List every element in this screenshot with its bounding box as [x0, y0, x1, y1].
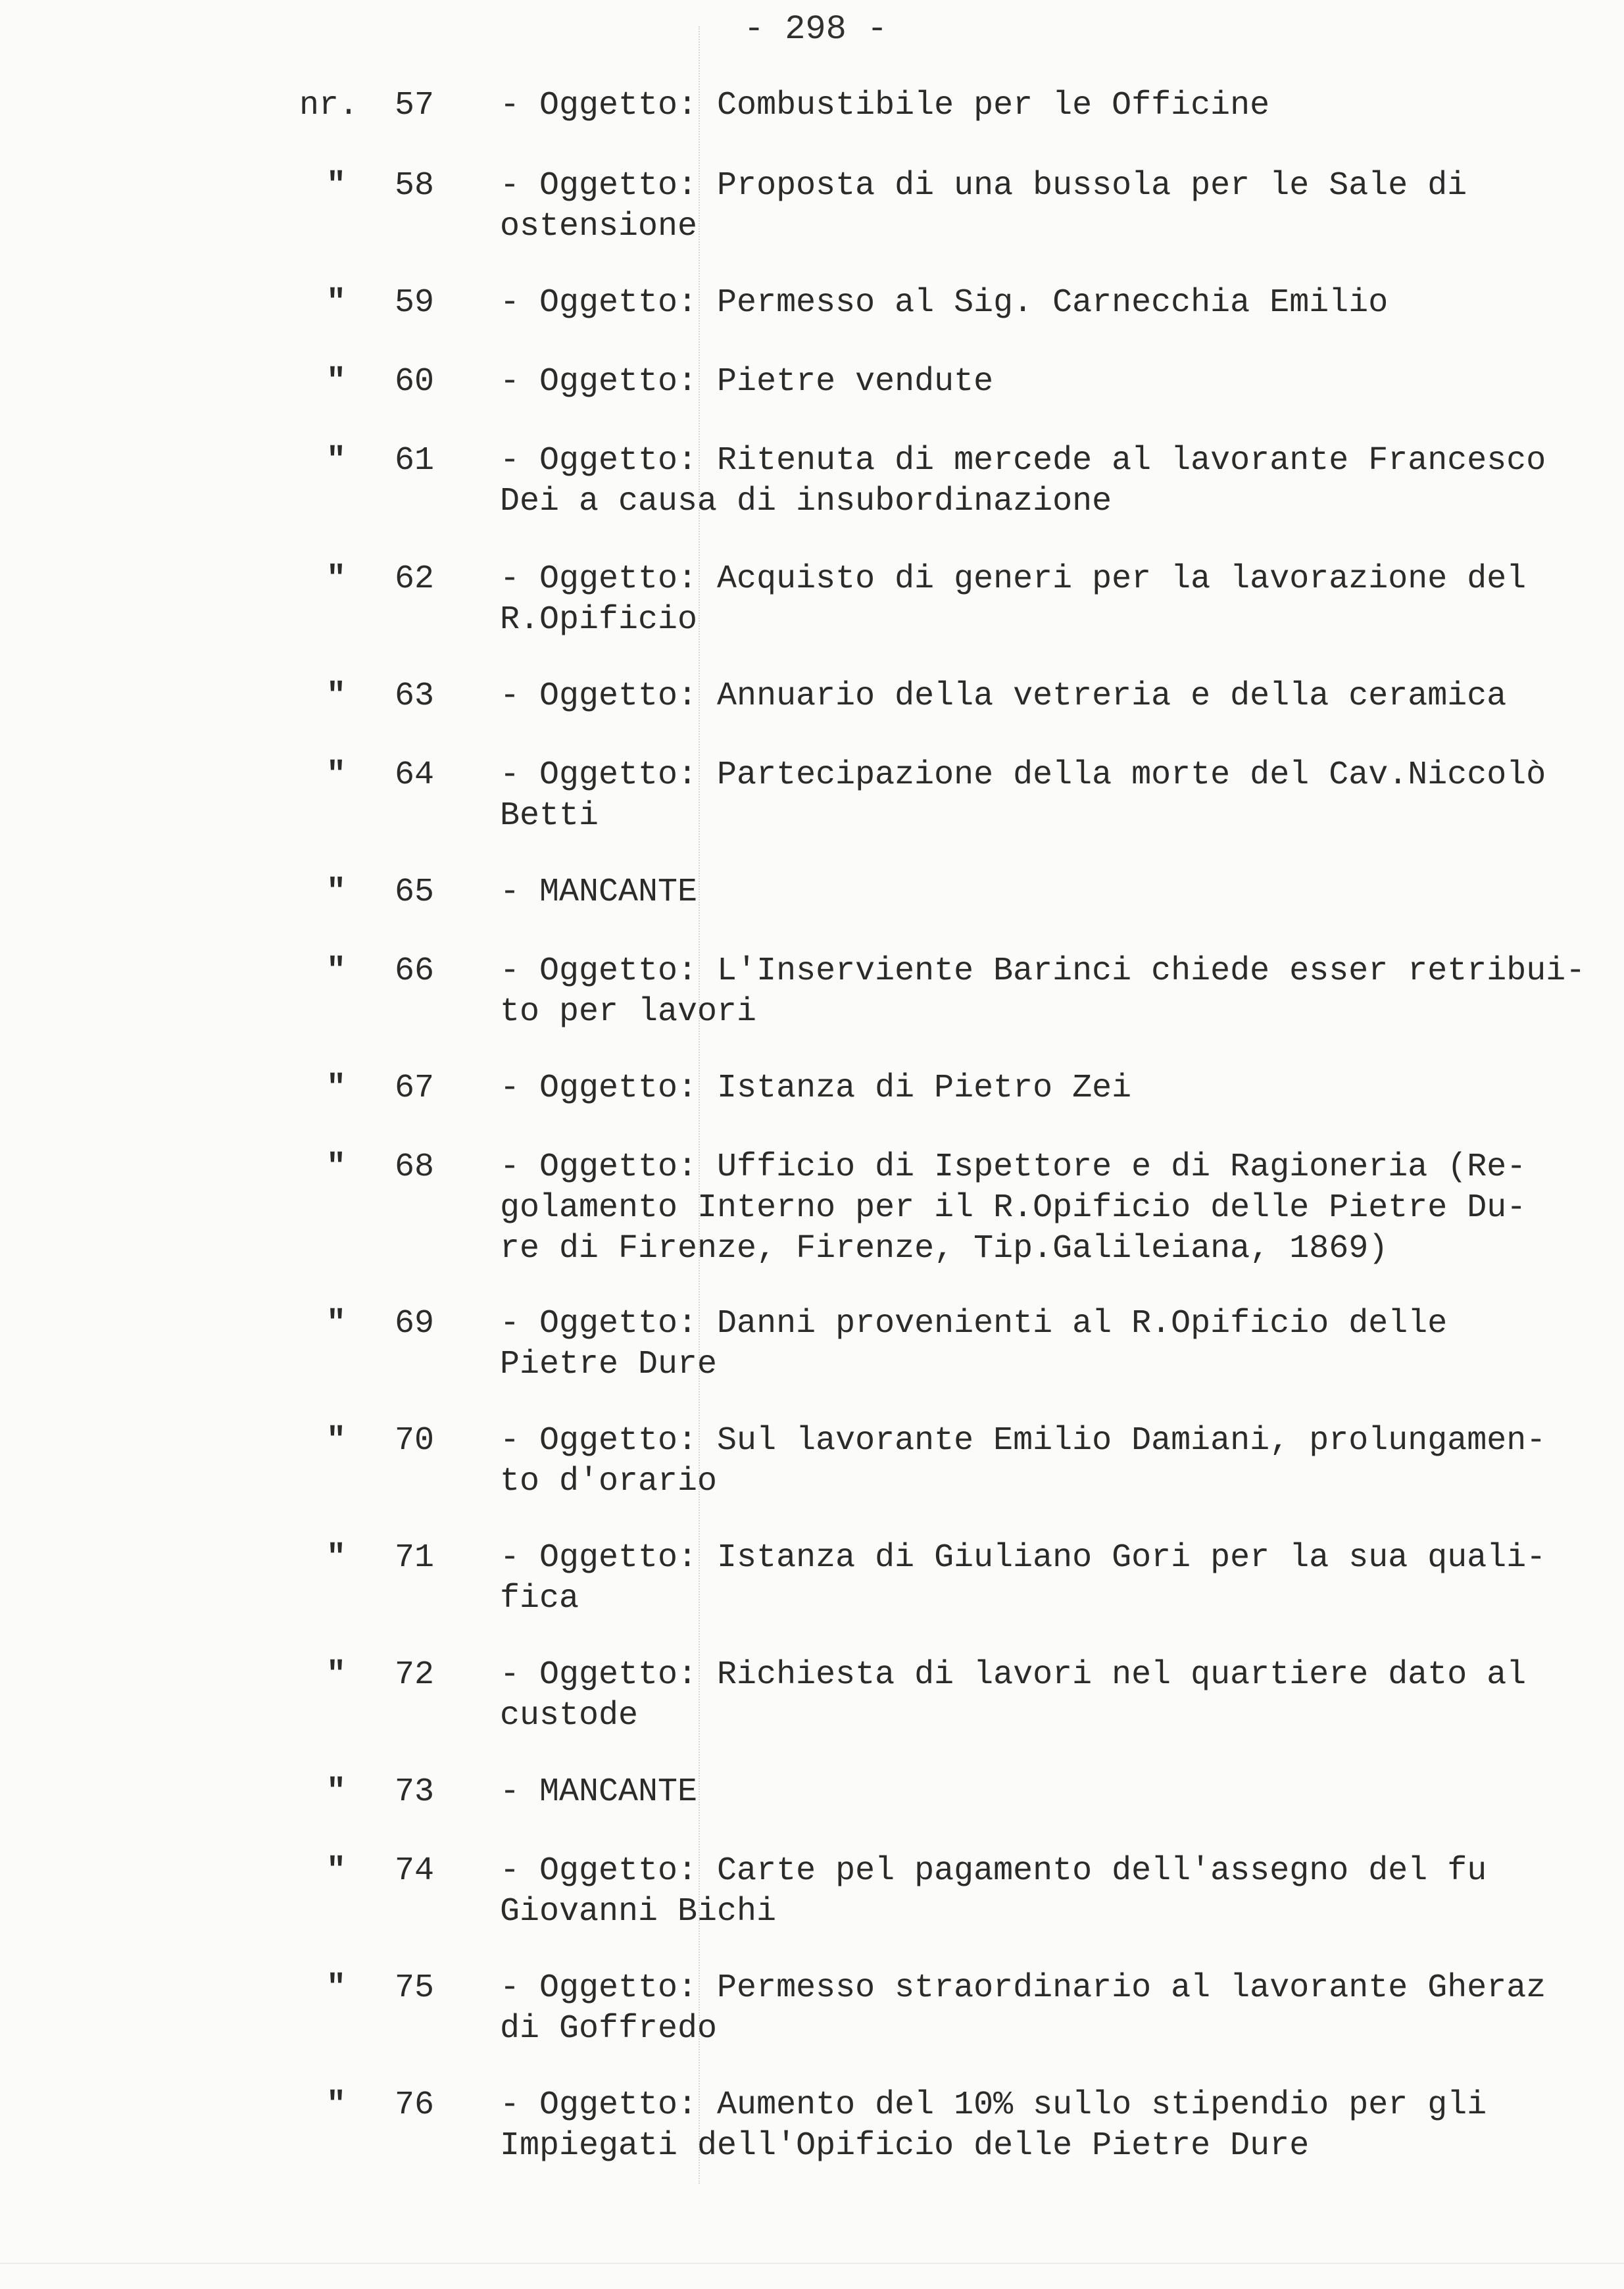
entry-number: 67: [395, 1070, 435, 1107]
entry-subject: - MANCANTE: [500, 1773, 698, 1811]
entry-number: 72: [395, 1656, 435, 1694]
ditto-mark: ": [326, 1539, 347, 1577]
entry-subject: - Oggetto: Ritenuta di mercede al lavorante Francesco Dei a causa di insubordinazione: [500, 442, 1546, 520]
entry-subject: - Oggetto: Partecipazione della morte del Cav.Niccolò Betti: [500, 756, 1546, 835]
entry-row: [0, 755, 1624, 837]
ditto-mark: ": [326, 1422, 347, 1460]
entry-subject: - Oggetto: Proposta di una bussola per le Sale di ostensione: [500, 167, 1467, 245]
entry-number: 76: [395, 2086, 435, 2124]
entry-subject: - Oggetto: Istanza di Giuliano Gori per la sua quali- fica: [500, 1539, 1546, 1617]
scan-edge: [0, 2263, 1624, 2264]
ditto-mark: ": [326, 1773, 347, 1811]
entry-subject: - Oggetto: Combustibile per le Officine: [500, 87, 1270, 124]
entry-subject: - Oggetto: Carte pel pagamento dell'assegno del fu Giovanni Bichi: [500, 1852, 1487, 1931]
entry-number: 57: [395, 87, 435, 124]
entry-subject: - Oggetto: Richiesta di lavori nel quartiere dato al custode: [500, 1656, 1527, 1735]
entry-subject: - Oggetto: Acquisto di generi per la lavorazione del R.Opificio: [500, 560, 1527, 639]
entry-subject: - Oggetto: Annuario della vetreria e della ceramica: [500, 677, 1507, 715]
entry-number: 75: [395, 1969, 435, 2007]
ditto-mark: ": [326, 1305, 347, 1342]
ditto-mark: ": [326, 560, 347, 598]
entry-number: 70: [395, 1422, 435, 1460]
ditto-mark: ": [326, 167, 347, 205]
entry-subject: - MANCANTE: [500, 874, 698, 911]
entry-number: 60: [395, 363, 435, 401]
entry-prefix: nr.: [299, 87, 359, 124]
entry-row: [0, 872, 1624, 913]
ditto-mark: ": [326, 363, 347, 401]
entry-number: 61: [395, 442, 435, 480]
entry-row: [0, 559, 1624, 641]
entry-row: [0, 283, 1624, 324]
ditto-mark: ": [326, 1852, 347, 1890]
entry-number: 69: [395, 1305, 435, 1342]
ditto-mark: ": [326, 952, 347, 990]
entry-subject: - Oggetto: Aumento del 10% sullo stipendio per gli Impiegati dell'Opificio delle Pietre Dure: [500, 2086, 1487, 2165]
entry-row: [0, 86, 1624, 126]
entry-number: 63: [395, 677, 435, 715]
entry-row: [0, 1538, 1624, 1619]
ditto-mark: ": [326, 1148, 347, 1186]
entry-subject: - Oggetto: Permesso straordinario al lavorante Gheraz di Goffredo: [500, 1969, 1546, 2048]
entry-subject: - Oggetto: Istanza di Pietro Zei: [500, 1070, 1132, 1107]
entry-number: 73: [395, 1773, 435, 1811]
entry-subject: - Oggetto: Ufficio di Ispettore e di Ragioneria (Re- golamento Interno per il R.Opificio delle Pietre Du- re di Firenze, Firenze, Tip.Galileiana, 1869): [500, 1148, 1527, 1268]
entry-subject: - Oggetto: Danni provenienti al R.Opificio delle Pietre Dure: [500, 1305, 1448, 1383]
ditto-mark: ": [326, 874, 347, 911]
ditto-mark: ": [326, 2086, 347, 2124]
entry-row: [0, 951, 1624, 1033]
entry-row: [0, 1772, 1624, 1813]
entry-row: [0, 2085, 1624, 2167]
entry-number: 59: [395, 284, 435, 322]
entry-number: 65: [395, 874, 435, 911]
entry-row: [0, 441, 1624, 522]
entry-row: [0, 1147, 1624, 1269]
ditto-mark: ": [326, 284, 347, 322]
entry-row: [0, 1421, 1624, 1502]
entry-row: [0, 362, 1624, 403]
page-number: - 298 -: [743, 10, 888, 49]
entry-subject: - Oggetto: Pietre vendute: [500, 363, 994, 401]
entry-number: 64: [395, 756, 435, 794]
ditto-mark: ": [326, 1656, 347, 1694]
ditto-mark: ": [326, 442, 347, 480]
entry-row: [0, 1655, 1624, 1736]
ditto-mark: ": [326, 1070, 347, 1107]
entry-subject: - Oggetto: L'Inserviente Barinci chiede esser retribui- to per lavori: [500, 952, 1586, 1031]
ditto-mark: ": [326, 677, 347, 715]
entry-row: [0, 1968, 1624, 2050]
entry-number: 62: [395, 560, 435, 598]
entry-row: [0, 1068, 1624, 1109]
entry-row: [0, 1851, 1624, 1932]
ditto-mark: ": [326, 756, 347, 794]
entry-number: 68: [395, 1148, 435, 1186]
entry-number: 66: [395, 952, 435, 990]
entry-number: 58: [395, 167, 435, 205]
entry-number: 74: [395, 1852, 435, 1890]
entry-subject: - Oggetto: Permesso al Sig. Carnecchia Emilio: [500, 284, 1389, 322]
entry-number: 71: [395, 1539, 435, 1577]
ditto-mark: ": [326, 1969, 347, 2007]
entry-row: [0, 676, 1624, 717]
entry-row: [0, 1304, 1624, 1385]
entry-row: [0, 166, 1624, 247]
entry-subject: - Oggetto: Sul lavorante Emilio Damiani, prolungamen- to d'orario: [500, 1422, 1546, 1500]
